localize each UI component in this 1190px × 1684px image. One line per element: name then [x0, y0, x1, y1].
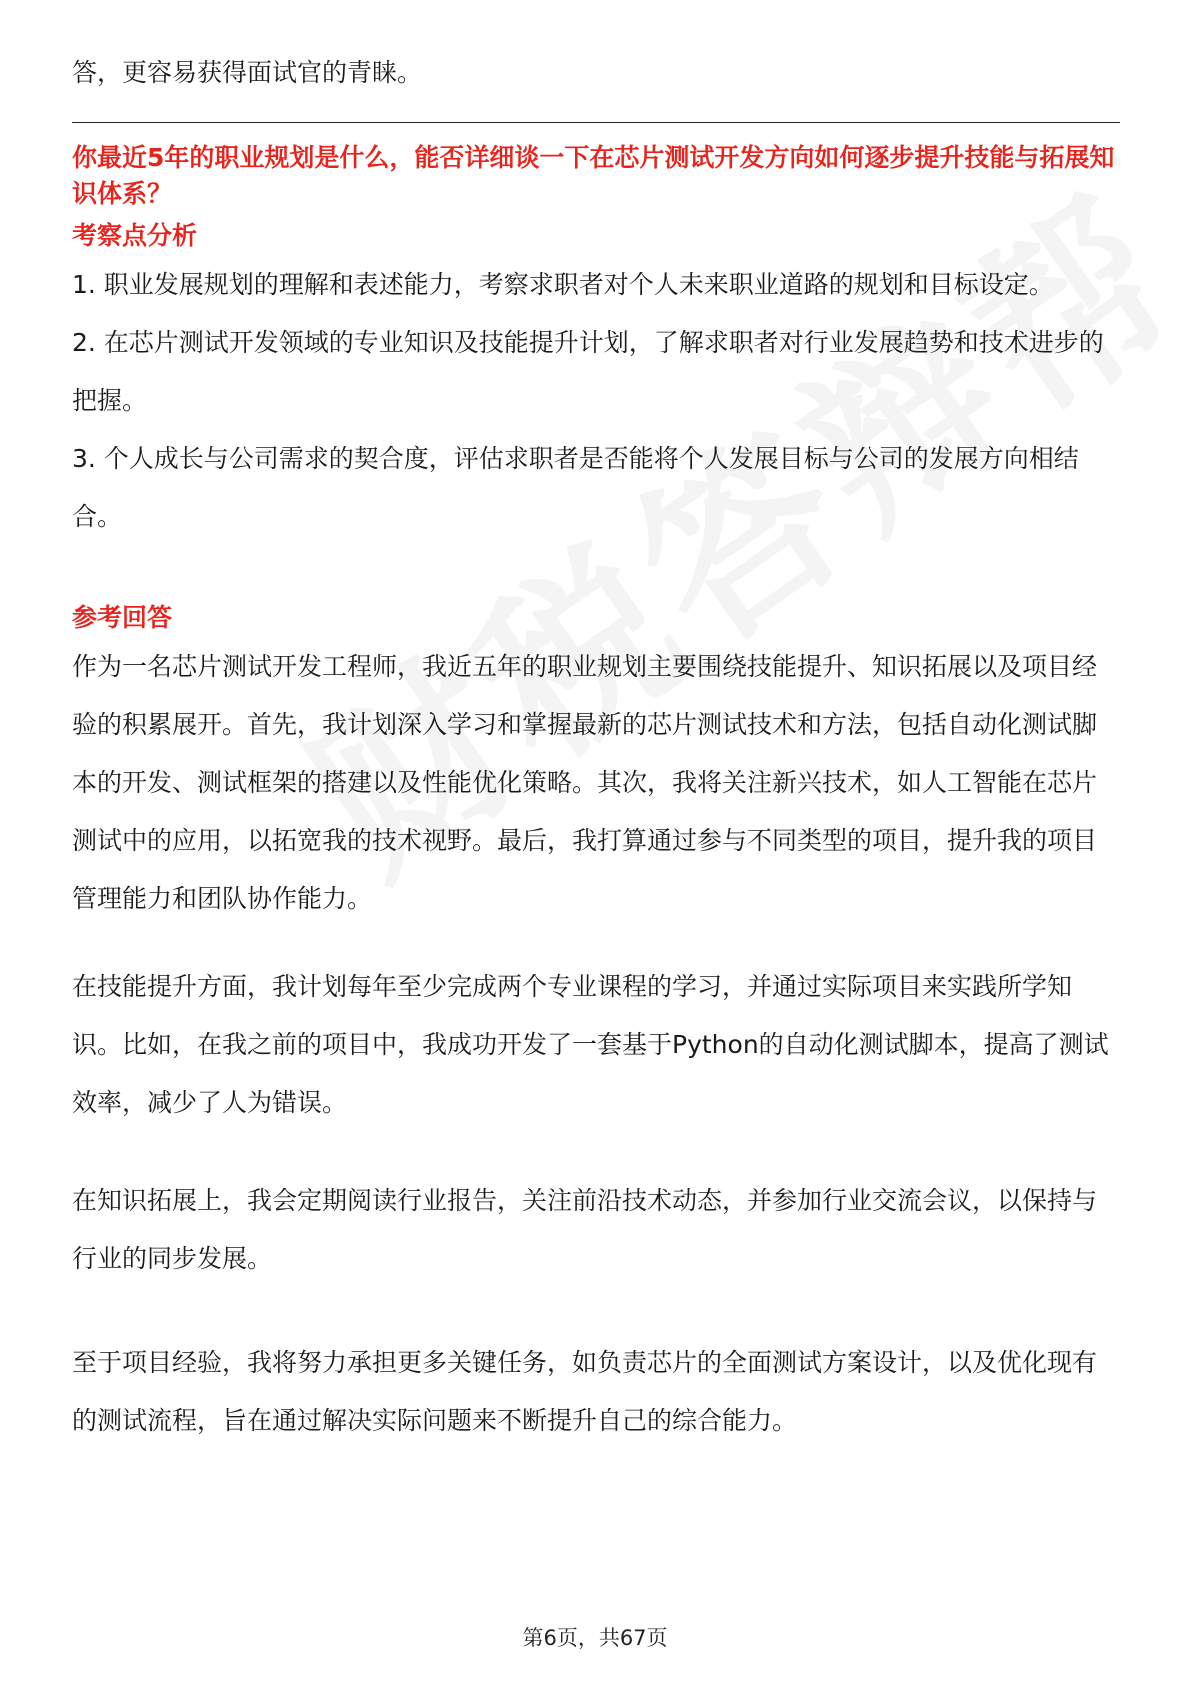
- analysis-item: 2. 在芯片测试开发领域的专业知识及技能提升计划，了解求职者对行业发展趋势和技术进步的把握。: [72, 328, 1104, 415]
- answer-paragraph: [72, 958, 1120, 1132]
- answer-paragraph: [72, 1172, 1120, 1288]
- answer-heading: 参考回答: [72, 603, 173, 632]
- continued-text: 答，更容易获得面试官的青睐。: [72, 58, 423, 87]
- answer-text: 至于项目经验，我将努力承担更多关键任务，如负责芯片的全面测试方案设计，以及优化现有的测试流程，旨在通过解决实际问题来不断提升自己的综合能力。: [72, 1348, 1098, 1435]
- answer-text: 在知识拓展上，我会定期阅读行业报告，关注前沿技术动态，并参加行业交流会议，以保持与行业的同步发展。: [72, 1186, 1098, 1273]
- analysis-list: [72, 256, 1120, 546]
- answer-text: 作为一名芯片测试开发工程师，我近五年的职业规划主要围绕技能提升、知识拓展以及项目经验的积累展开。首先，我计划深入学习和掌握最新的芯片测试技术和方法，包括自动化测试脚本的开发、测试框架的搭建以及性能优化策略。其次，我将关注新兴技术，如人工智能在芯片测试中的应用，以拓宽我的技术视野。最后，我打算通过参与不同类型的项目，提升我的项目管理能力和团队协作能力。: [72, 652, 1098, 913]
- analysis-item: 1. 职业发展规划的理解和表述能力，考察求职者对个人未来职业道路的规划和目标设定。: [72, 270, 1054, 299]
- divider: [72, 122, 1120, 123]
- analysis-item: 3. 个人成长与公司需求的契合度，评估求职者是否能将个人发展目标与公司的发展方向相结合。: [72, 444, 1079, 531]
- page-number: 第6页，共67页: [522, 1626, 668, 1650]
- answer-paragraph: [72, 638, 1120, 928]
- answer-text: 在技能提升方面，我计划每年至少完成两个专业课程的学习，并通过实际项目来实践所学知识。比如，在我之前的项目中，我成功开发了一套基于Python的自动化测试脚本，提高了测试效率，减少了人为错误。: [72, 972, 1109, 1117]
- question-heading: 你最近5年的职业规划是什么，能否详细谈一下在芯片测试开发方向如何逐步提升技能与拓展知识体系？: [72, 143, 1115, 208]
- answer-paragraph: [72, 1334, 1120, 1450]
- analysis-heading: 考察点分析: [72, 221, 198, 250]
